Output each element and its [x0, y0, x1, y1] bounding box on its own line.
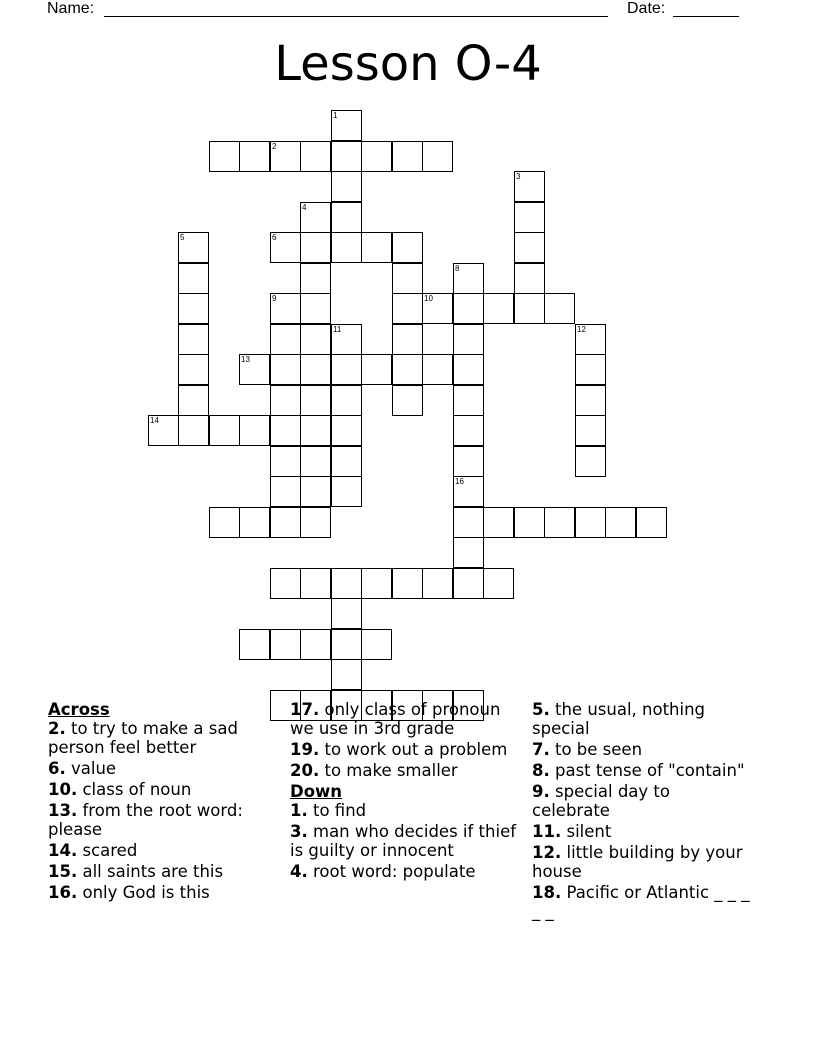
crossword-cell[interactable]: [331, 415, 362, 446]
clue-item-number: 7.: [532, 740, 550, 759]
crossword-cell[interactable]: [239, 141, 270, 172]
clue-item: [290, 740, 522, 759]
crossword-cell[interactable]: [331, 110, 362, 141]
crossword-cell[interactable]: [361, 568, 392, 599]
date-label: Date:: [627, 0, 666, 17]
crossword-cell[interactable]: [300, 507, 331, 538]
clue-item-number: 13.: [48, 801, 78, 820]
crossword-cell[interactable]: [483, 507, 514, 538]
crossword-cell[interactable]: [453, 385, 484, 416]
clue-item-text: root word: populate: [307, 862, 476, 881]
name-label: Name:: [47, 0, 95, 17]
crossword-cell[interactable]: [453, 568, 484, 599]
clue-number: 5: [180, 233, 185, 242]
clue-item-number: 17.: [290, 700, 320, 719]
crossword-cell[interactable]: [453, 354, 484, 385]
clue-item: [532, 782, 752, 820]
clue-item-number: 15.: [48, 862, 78, 881]
clue-number: 3: [516, 172, 521, 181]
crossword-cell[interactable]: [544, 293, 575, 324]
clue-item: [290, 862, 522, 881]
clue-item-text: value: [65, 759, 117, 778]
crossword-cell[interactable]: [392, 568, 423, 599]
crossword-cell[interactable]: [422, 568, 453, 599]
clue-number: 4: [302, 203, 307, 212]
clues-column-2: [290, 700, 522, 883]
crossword-cell[interactable]: [361, 141, 392, 172]
crossword-cell[interactable]: [361, 629, 392, 660]
crossword-cell[interactable]: [270, 354, 301, 385]
clue-item-number: 4.: [290, 862, 308, 881]
crossword-cell[interactable]: [300, 354, 331, 385]
clue-item-text: to try to make a sad person feel better: [48, 719, 238, 757]
clue-item-text: to be seen: [549, 740, 643, 759]
clue-item-text: little building by your house: [532, 843, 743, 881]
crossword-cell[interactable]: [270, 324, 301, 355]
crossword-cell[interactable]: [575, 354, 606, 385]
crossword-cell[interactable]: [331, 171, 362, 202]
clue-number: 1: [333, 111, 338, 120]
clue-item-number: 8.: [532, 761, 550, 780]
clue-item-number: 1.: [290, 801, 308, 820]
clue-item: [48, 841, 278, 860]
crossword-cell[interactable]: [514, 263, 545, 294]
clue-item-text: scared: [77, 841, 138, 860]
clue-item: [532, 700, 752, 738]
crossword-cell[interactable]: [331, 141, 362, 172]
clue-item-text: to work out a problem: [319, 740, 508, 759]
crossword-cell[interactable]: [300, 385, 331, 416]
crossword-cell[interactable]: [331, 354, 362, 385]
clue-item: [48, 862, 278, 881]
crossword-cell[interactable]: [392, 354, 423, 385]
crossword-cell[interactable]: [544, 507, 575, 538]
clue-item-text: man who decides if thief is guilty or innocent: [290, 822, 517, 860]
crossword-cell[interactable]: [575, 446, 606, 477]
clue-item-text: silent: [561, 822, 612, 841]
clue-item: [290, 801, 522, 820]
crossword-cell[interactable]: [392, 141, 423, 172]
crossword-cell[interactable]: [209, 141, 240, 172]
crossword-cell[interactable]: [300, 293, 331, 324]
crossword-cell[interactable]: [239, 415, 270, 446]
crossword-cell[interactable]: [514, 293, 545, 324]
clue-item-number: 10.: [48, 780, 78, 799]
clue-item: [290, 761, 522, 780]
crossword-cell[interactable]: [300, 202, 331, 233]
clue-item-text: past tense of "contain": [549, 761, 745, 780]
crossword-cell[interactable]: [331, 659, 362, 690]
crossword-cell[interactable]: [239, 507, 270, 538]
crossword-cell[interactable]: [270, 385, 301, 416]
crossword-cell[interactable]: [453, 446, 484, 477]
crossword-cell[interactable]: [178, 263, 209, 294]
crossword-cell[interactable]: [239, 629, 270, 660]
crossword-cell[interactable]: [605, 507, 636, 538]
crossword-cell[interactable]: [270, 446, 301, 477]
crossword-cell[interactable]: [483, 293, 514, 324]
clue-item-number: 20.: [290, 761, 320, 780]
crossword-cell[interactable]: [270, 415, 301, 446]
clue-number: 13: [241, 355, 250, 364]
crossword-cell[interactable]: [514, 171, 545, 202]
clue-number: 10: [424, 294, 433, 303]
crossword-cell[interactable]: [453, 507, 484, 538]
crossword-cell[interactable]: [209, 507, 240, 538]
crossword-cell[interactable]: [270, 293, 301, 324]
crossword-cell[interactable]: [331, 629, 362, 660]
crossword-cell[interactable]: [331, 202, 362, 233]
clue-number: 6: [272, 233, 277, 242]
crossword-cell[interactable]: [514, 232, 545, 263]
crossword-cell[interactable]: [514, 202, 545, 233]
crossword-cell[interactable]: [300, 446, 331, 477]
clue-item-text: class of noun: [77, 780, 192, 799]
clue-number: 12: [577, 325, 586, 334]
crossword-cell[interactable]: [300, 141, 331, 172]
crossword-cell[interactable]: [575, 415, 606, 446]
clue-item-text: only God is this: [77, 883, 210, 902]
clue-item-number: 6.: [48, 759, 66, 778]
crossword-cell[interactable]: [422, 141, 453, 172]
clue-item-number: 5.: [532, 700, 550, 719]
crossword-cell[interactable]: [300, 415, 331, 446]
crossword-cell[interactable]: [331, 598, 362, 629]
crossword-cell[interactable]: [300, 324, 331, 355]
crossword-cell[interactable]: [178, 415, 209, 446]
clue-item-number: 11.: [532, 822, 562, 841]
clue-number: 2: [272, 142, 277, 151]
down-heading: Down: [290, 782, 343, 801]
crossword-cell[interactable]: [514, 507, 545, 538]
clue-number: 14: [150, 416, 159, 425]
crossword-cell[interactable]: [178, 354, 209, 385]
crossword-cell[interactable]: [392, 263, 423, 294]
crossword-cell[interactable]: [331, 232, 362, 263]
crossword-cell[interactable]: [331, 568, 362, 599]
clue-item: [532, 761, 752, 780]
clue-item-number: 3.: [290, 822, 308, 841]
crossword-cell[interactable]: [453, 324, 484, 355]
crossword-cell[interactable]: [178, 293, 209, 324]
clue-item-number: 16.: [48, 883, 78, 902]
crossword-cell[interactable]: [300, 629, 331, 660]
clue-number: 9: [272, 294, 277, 303]
crossword-cell[interactable]: [453, 263, 484, 294]
clue-item-text: only class of pronoun we use in 3rd grade: [290, 700, 501, 738]
crossword-cell[interactable]: [392, 385, 423, 416]
crossword-cell[interactable]: [300, 476, 331, 507]
clue-item: [532, 822, 752, 841]
crossword-cell[interactable]: [270, 507, 301, 538]
clue-item-number: 12.: [532, 843, 562, 862]
crossword-cell[interactable]: [422, 293, 453, 324]
crossword-cell[interactable]: [575, 507, 606, 538]
clue-number: 16: [455, 477, 464, 486]
clue-item: [290, 700, 522, 738]
clue-item-number: 2.: [48, 719, 66, 738]
clue-item-number: 9.: [532, 782, 550, 801]
clue-item: [48, 759, 278, 778]
clues-column-3: [532, 700, 752, 923]
clues-column-1: [48, 700, 278, 904]
crossword-cell[interactable]: [392, 324, 423, 355]
clue-item: [532, 843, 752, 881]
crossword-cell[interactable]: [270, 141, 301, 172]
crossword-cell[interactable]: [575, 385, 606, 416]
crossword-cell[interactable]: [483, 568, 514, 599]
crossword-cell[interactable]: [361, 232, 392, 263]
crossword-cell[interactable]: [178, 324, 209, 355]
crossword-cell[interactable]: [270, 629, 301, 660]
crossword-cell[interactable]: [300, 568, 331, 599]
crossword-cell[interactable]: [148, 415, 179, 446]
clue-item-text: to find: [307, 801, 367, 820]
clue-item: [48, 780, 278, 799]
clue-item-text: to make smaller: [319, 761, 458, 780]
clue-item: [532, 883, 752, 921]
clue-item-text: Pacific or Atlantic _ _ _ _ _: [532, 883, 750, 921]
crossword-cell[interactable]: [575, 324, 606, 355]
clue-item-text: special day to celebrate: [532, 782, 670, 820]
crossword-cell[interactable]: [300, 232, 331, 263]
clue-item: [48, 719, 278, 757]
clue-item: [48, 801, 278, 839]
crossword-cell[interactable]: [178, 385, 209, 416]
crossword-cell[interactable]: [239, 354, 270, 385]
clue-item-number: 18.: [532, 883, 562, 902]
crossword-cell[interactable]: [331, 446, 362, 477]
clue-item-text: all saints are this: [77, 862, 224, 881]
clue-item: [532, 740, 752, 759]
crossword-cell[interactable]: [453, 415, 484, 446]
clue-item-text: the usual, nothing special: [532, 700, 706, 738]
clue-item: [290, 822, 522, 860]
crossword-cell[interactable]: [636, 507, 667, 538]
across-heading: Across: [48, 700, 110, 719]
clue-item-number: 19.: [290, 740, 320, 759]
clue-item-number: 14.: [48, 841, 78, 860]
crossword-cell[interactable]: [209, 415, 240, 446]
crossword-cell[interactable]: [331, 476, 362, 507]
crossword-cell[interactable]: [300, 263, 331, 294]
crossword-cell[interactable]: [453, 293, 484, 324]
crossword-cell[interactable]: [270, 476, 301, 507]
crossword-cell[interactable]: [453, 537, 484, 568]
clue-number: 11: [333, 325, 342, 334]
crossword-cell[interactable]: [392, 293, 423, 324]
crossword-cell[interactable]: [331, 324, 362, 355]
clue-item: [48, 883, 278, 902]
crossword-cell[interactable]: [331, 385, 362, 416]
clue-number: 8: [455, 264, 460, 273]
crossword-cell[interactable]: [361, 354, 392, 385]
crossword-cell[interactable]: [422, 354, 453, 385]
page-title: Lesson O-4: [274, 36, 542, 92]
crossword-cell[interactable]: [392, 232, 423, 263]
crossword-cell[interactable]: [178, 232, 209, 263]
crossword-cell[interactable]: [453, 476, 484, 507]
clue-item-text: from the root word: please: [48, 801, 243, 839]
crossword-cell[interactable]: [270, 232, 301, 263]
crossword-cell[interactable]: [270, 568, 301, 599]
